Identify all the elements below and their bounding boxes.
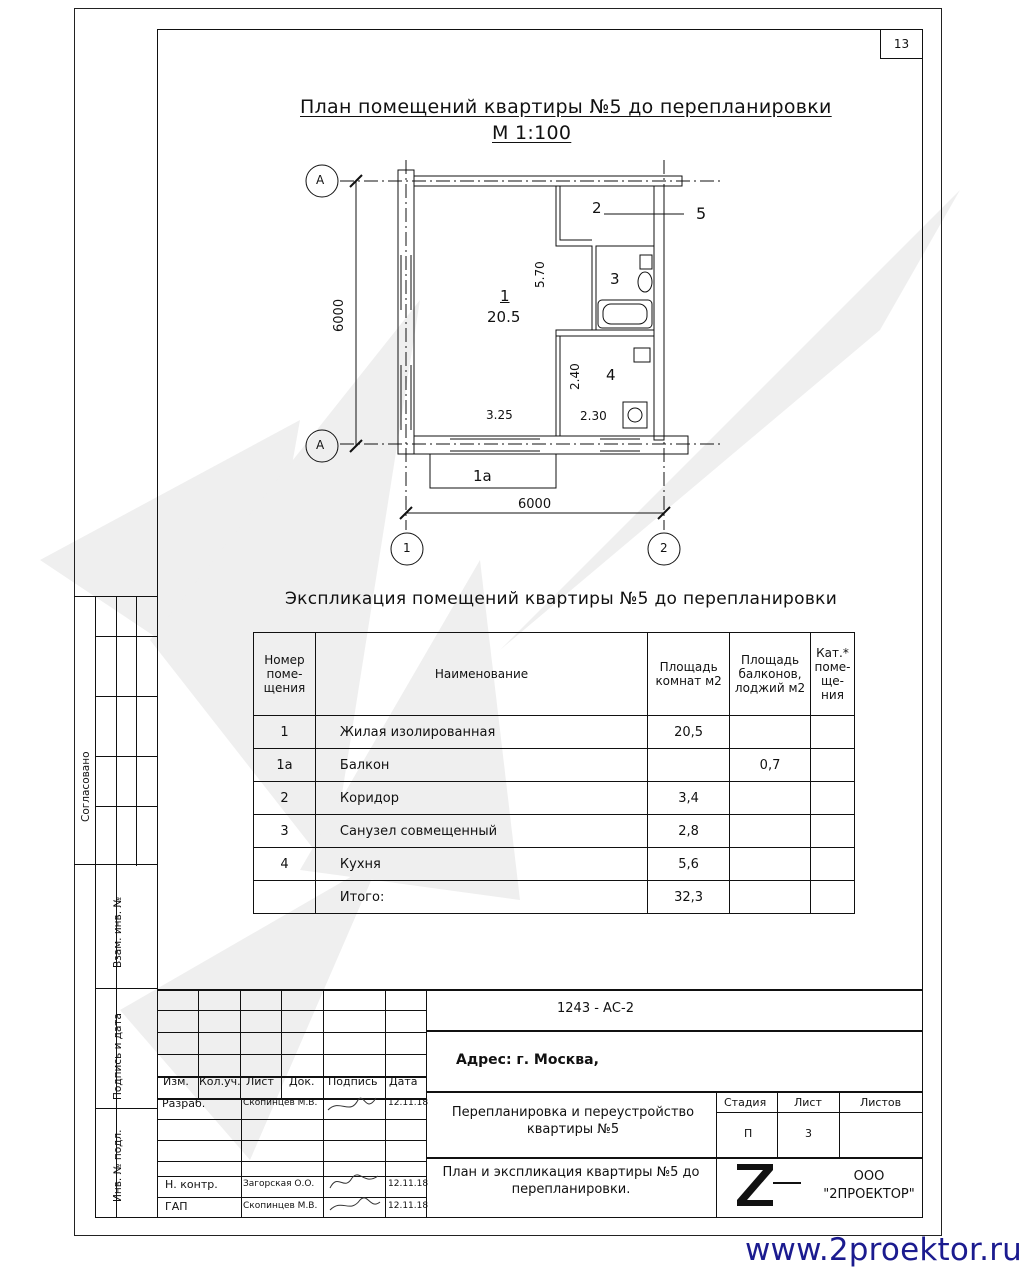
callout-5: 5 [696, 204, 707, 223]
website-url[interactable]: www.2proektor.ru [745, 1232, 1022, 1268]
tb-sheet-title: План и экспликация квартиры №5 до перепланировки. [442, 1165, 700, 1197]
col-izm: Изм. [163, 1075, 189, 1088]
row-num [254, 881, 316, 914]
gap-name: Скопинцев М.В. [243, 1201, 318, 1211]
label-vzam: Взам. инв. № [112, 896, 124, 968]
row-area: 32,3 [648, 881, 730, 914]
room2-label: 2 [592, 199, 602, 217]
row-balcony [730, 815, 811, 848]
company-logo [733, 1160, 803, 1208]
list-value: 3 [805, 1127, 812, 1140]
room3-label: 3 [610, 270, 620, 288]
label-inv: Инв. № подл. [112, 1129, 124, 1202]
room4-dim1: 2.40 [568, 363, 582, 390]
row-name: Балкон [315, 749, 647, 782]
row-area: 3,4 [648, 782, 730, 815]
table-row [254, 815, 855, 848]
room1-width: 3.25 [486, 408, 513, 422]
axis-a-bottom: А [316, 438, 325, 452]
col-list: Лист [246, 1075, 274, 1088]
company-name: ООО "2ПРОЕКТОР" [823, 1169, 915, 1202]
floor-plan [0, 0, 1024, 600]
row-cat [810, 716, 854, 749]
nkontr-label: Н. контр. [165, 1178, 218, 1191]
header-number: Номер поме- щения [254, 633, 316, 716]
razrab-date: 12.11.18 [388, 1098, 429, 1108]
tb-code: 1243 - АС-2 [557, 1001, 634, 1016]
axis-1: 1 [403, 541, 411, 555]
table-row [254, 716, 855, 749]
header-balcony: Площадь балконов, лоджий м2 [730, 633, 811, 716]
room1-height: 5.70 [533, 261, 547, 288]
tb-address: Адрес: г. Москва, [456, 1052, 599, 1068]
row-name: Коридор [315, 782, 647, 815]
row-cat [810, 815, 854, 848]
row-cat [810, 848, 854, 881]
col-data: Дата [389, 1075, 418, 1088]
row-name: Санузел совмещенный [315, 815, 647, 848]
row-balcony [730, 716, 811, 749]
table-header-row [254, 633, 855, 716]
row-num: 2 [254, 782, 316, 815]
row-cat [810, 782, 854, 815]
plan-title: План помещений квартиры №5 до перепланировки [300, 96, 832, 118]
row-num: 1а [254, 749, 316, 782]
row-num: 1 [254, 716, 316, 749]
room4-label: 4 [606, 366, 616, 384]
room4-dim2: 2.30 [580, 409, 607, 423]
header-name: Наименование [315, 633, 647, 716]
axis-a-top: А [316, 173, 325, 187]
razrab-label: Разраб. [162, 1097, 206, 1110]
row-num: 3 [254, 815, 316, 848]
room1a-label: 1а [473, 467, 492, 485]
signatures [320, 1088, 390, 1218]
row-name: Жилая изолированная [315, 716, 647, 749]
header-category: Кат.* поме- ще- ния [810, 633, 854, 716]
col-podpis: Подпись [328, 1075, 378, 1088]
row-area [648, 749, 730, 782]
gap-label: ГАП [165, 1200, 188, 1213]
razrab-name: Скопинцев М.В. [243, 1098, 318, 1108]
table-row [254, 848, 855, 881]
nkontr-name: Загорская О.О. [243, 1179, 315, 1189]
room1-number: 1 [500, 287, 510, 305]
axis-2: 2 [660, 541, 668, 555]
col-kol: Кол.уч. [199, 1075, 241, 1088]
row-cat [810, 749, 854, 782]
table-row [254, 782, 855, 815]
row-name: Итого: [315, 881, 647, 914]
table-row [254, 749, 855, 782]
nkontr-date: 12.11.18 [388, 1179, 429, 1189]
row-area: 5,6 [648, 848, 730, 881]
tb-project: Перепланировка и переустройство квартиры №5 [451, 1105, 695, 1137]
sheet-number: 13 [880, 29, 923, 59]
row-balcony [730, 881, 811, 914]
row-area: 20,5 [648, 716, 730, 749]
col-dok: Док. [289, 1075, 315, 1088]
label-podpis: Подпись и дата [112, 1013, 124, 1100]
row-area: 2,8 [648, 815, 730, 848]
gap-date: 12.11.18 [388, 1201, 429, 1211]
header-area: Площадь комнат м2 [648, 633, 730, 716]
row-balcony [730, 848, 811, 881]
explication-table [253, 632, 855, 914]
stadia-label: Стадия [724, 1096, 767, 1109]
plan-scale: М 1:100 [492, 122, 572, 144]
list-label: Лист [794, 1096, 822, 1109]
stadia-value: П [744, 1127, 753, 1140]
row-balcony [730, 782, 811, 815]
row-num: 4 [254, 848, 316, 881]
explication-title: Экспликация помещений квартиры №5 до перепланировки [285, 589, 838, 609]
row-name: Кухня [315, 848, 647, 881]
row-balcony: 0,7 [730, 749, 811, 782]
table-total-row [254, 881, 855, 914]
dim-horizontal: 6000 [518, 497, 552, 512]
room1-area: 20.5 [487, 308, 521, 326]
label-soglasovano: Согласовано [80, 751, 92, 822]
dim-vertical: 6000 [332, 298, 347, 332]
listov-label: Листов [860, 1096, 902, 1109]
row-cat [810, 881, 854, 914]
